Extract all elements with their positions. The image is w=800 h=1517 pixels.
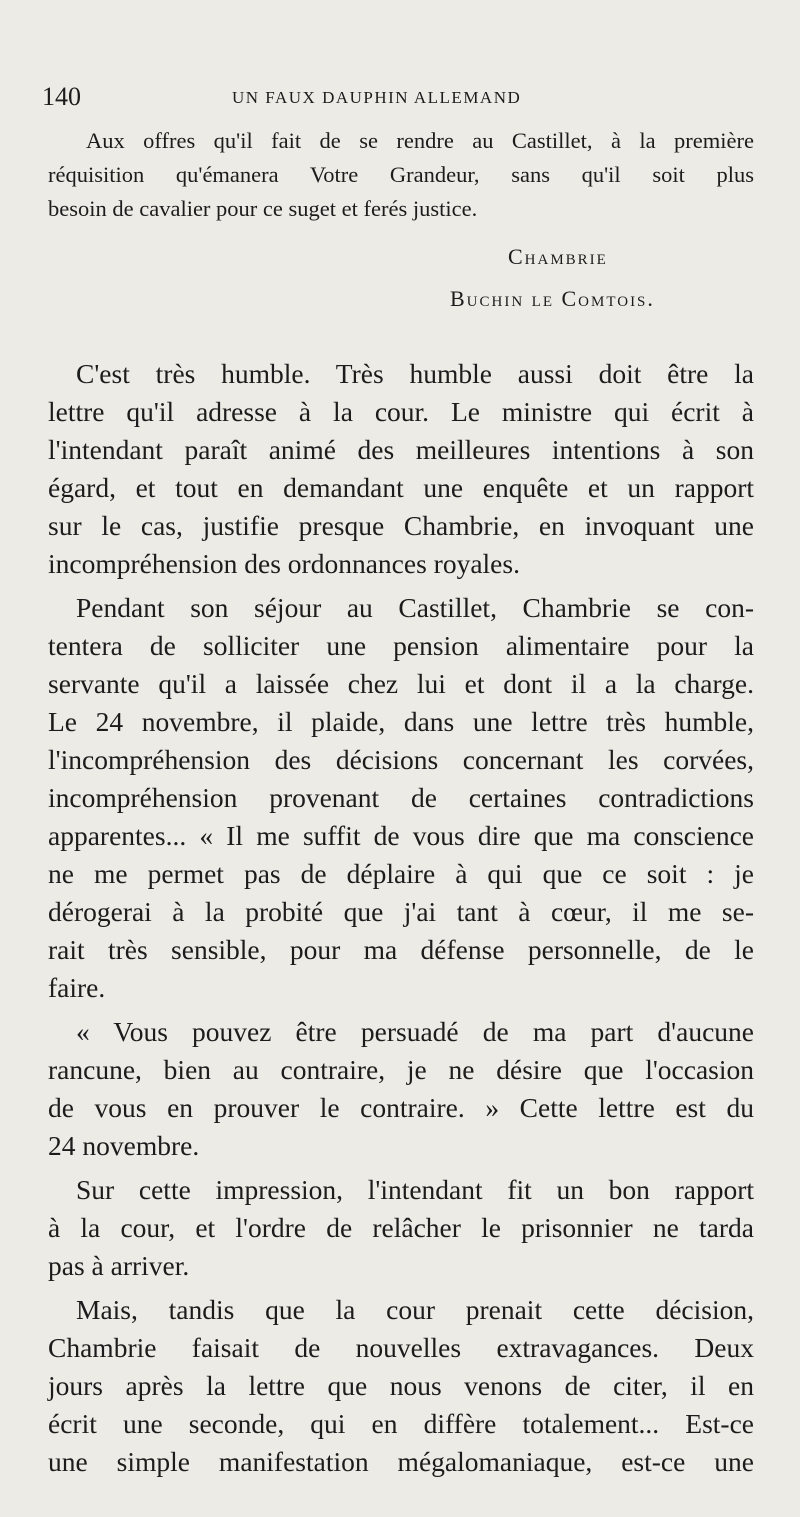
running-title: UN FAUX DAUPHIN ALLEMAND: [232, 88, 522, 107]
text-line: tentera de solliciter une pension alimentaire pour la: [48, 630, 754, 661]
quote-line: Aux offres qu'il fait de se rendre au Castillet, à la première: [86, 128, 754, 153]
text-line: incompréhension des ordonnances royales.: [48, 548, 520, 579]
text-line: Chambrie faisait de nouvelles extravagances. Deux: [48, 1332, 754, 1363]
page-header: [42, 82, 762, 122]
text-line: apparentes... « Il me suffit de vous dire que ma conscience: [48, 820, 754, 851]
text-line: Mais, tandis que la cour prenait cette décision,: [76, 1294, 754, 1325]
page-number: 140: [42, 82, 81, 111]
text-line: l'intendant paraît animé des meilleures intentions à son: [48, 434, 754, 465]
text-line: l'incompréhension des décisions concernant les corvées,: [48, 744, 754, 775]
text-line: Le 24 novembre, il plaide, dans une lettre très humble,: [48, 706, 754, 737]
text-line: égard, et tout en demandant une enquête et un rapport: [48, 472, 754, 503]
text-line: Pendant son séjour au Castillet, Chambrie se con-: [76, 592, 754, 623]
text-line: ne me permet pas de déplaire à qui que ce soit : je: [48, 858, 754, 889]
text-line: incompréhension provenant de certaines contradictions: [48, 782, 754, 813]
text-line: 24 novembre.: [48, 1130, 200, 1161]
text-line: rancune, bien au contraire, je ne désire que l'occasion: [48, 1054, 754, 1085]
text-line: Sur cette impression, l'intendant fit un bon rapport: [76, 1174, 754, 1205]
text-line: servante qu'il a laissée chez lui et dont il a la charge.: [48, 668, 754, 699]
text-line: de vous en prouver le contraire. » Cette lettre est du: [48, 1092, 754, 1123]
text-line: écrit une seconde, qui en diffère totalement... Est-ce: [48, 1408, 754, 1439]
signature-place: Buchin le Comtois.: [450, 286, 655, 311]
text-line: une simple manifestation mégalomaniaque, est-ce une: [48, 1446, 754, 1477]
quote-line: besoin de cavalier pour ce suget et ferés justice.: [48, 196, 478, 221]
text-line: jours après la lettre que nous venons de citer, il en: [48, 1370, 754, 1401]
text-line: rait très sensible, pour ma défense personnelle, de le: [48, 934, 754, 965]
text-line: pas à arriver.: [48, 1250, 190, 1281]
text-line: « Vous pouvez être persuadé de ma part d'aucune: [76, 1016, 754, 1047]
text-line: à la cour, et l'ordre de relâcher le prisonnier ne tarda: [48, 1212, 754, 1243]
text-line: C'est très humble. Très humble aussi doit être la: [76, 358, 754, 389]
text-line: dérogerai à la probité que j'ai tant à cœur, il me se-: [48, 896, 754, 927]
text-line: faire.: [48, 972, 106, 1003]
signature-name: Chambrie: [508, 244, 608, 269]
text-line: sur le cas, justifie presque Chambrie, en invoquant une: [48, 510, 754, 541]
quote-line: réquisition qu'émanera Votre Grandeur, sans qu'il soit plus: [48, 162, 754, 187]
text-line: lettre qu'il adresse à la cour. Le ministre qui écrit à: [48, 396, 754, 427]
